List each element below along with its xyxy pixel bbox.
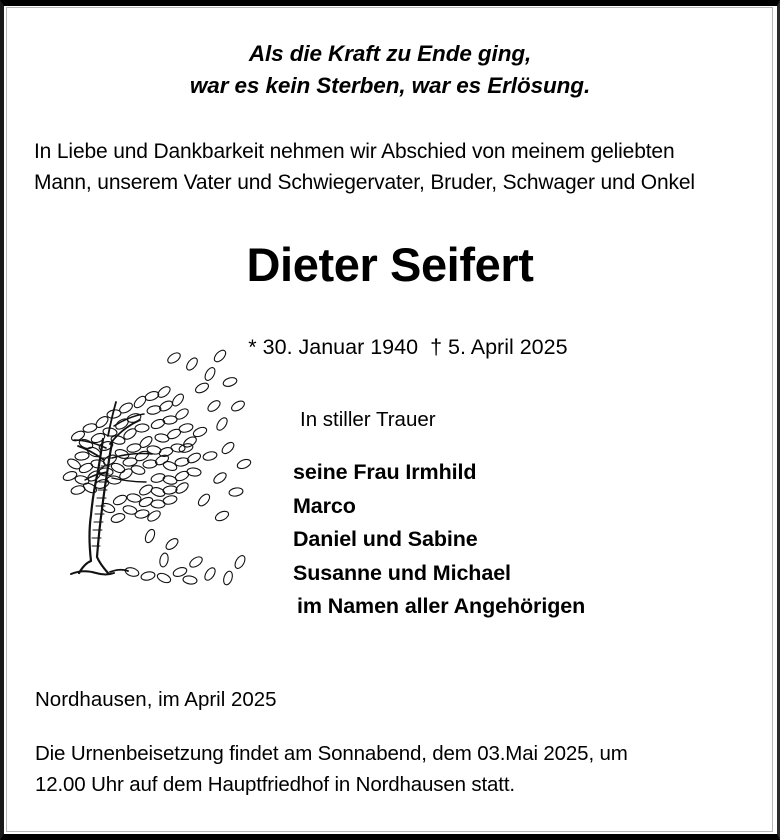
intro-line-1: In Liebe und Dankbarkeit nehmen wir Abschied von meinem geliebten — [34, 140, 675, 163]
mourning-heading: In stiller Trauer — [300, 408, 436, 431]
funeral-details-line-2: 12.00 Uhr auf dem Hauptfriedhof in Nordhausen statt. — [35, 773, 515, 796]
deceased-name: Dieter Seifert — [246, 238, 534, 291]
mourner-item: im Namen aller Angehörigen — [297, 594, 586, 618]
mourner-item: Susanne und Michael — [293, 560, 511, 585]
birth-symbol: * — [248, 335, 257, 359]
death-date: 5. April 2025 — [448, 335, 568, 359]
death-symbol: † — [430, 335, 443, 359]
windswept-tree-icon — [24, 340, 276, 592]
mourners-list — [293, 456, 713, 624]
mourner-item: Daniel und Sabine — [293, 527, 478, 551]
intro-paragraph — [34, 136, 750, 198]
epitaph-verse-line-2: war es kein Sterben, war es Erlösung. — [189, 73, 591, 98]
intro-line-2: Mann, unserem Vater und Schwiegervater, Bruder, Schwager und Onkel — [34, 171, 695, 194]
funeral-details — [35, 738, 747, 800]
epitaph-verse-line-1: Als die Kraft zu Ende ging, — [248, 41, 532, 66]
epitaph-verse — [0, 38, 780, 102]
mourner-item: seine Frau Irmhild — [293, 460, 477, 484]
mourner-item: Marco — [293, 493, 356, 518]
funeral-details-line-1: Die Urnenbeisetzung findet am Sonnabend, dem 03.Mai 2025, um — [35, 742, 628, 765]
birth-date: 30. Januar 1940 — [262, 335, 419, 359]
place-and-date-line: Nordhausen, im April 2025 — [35, 688, 277, 711]
